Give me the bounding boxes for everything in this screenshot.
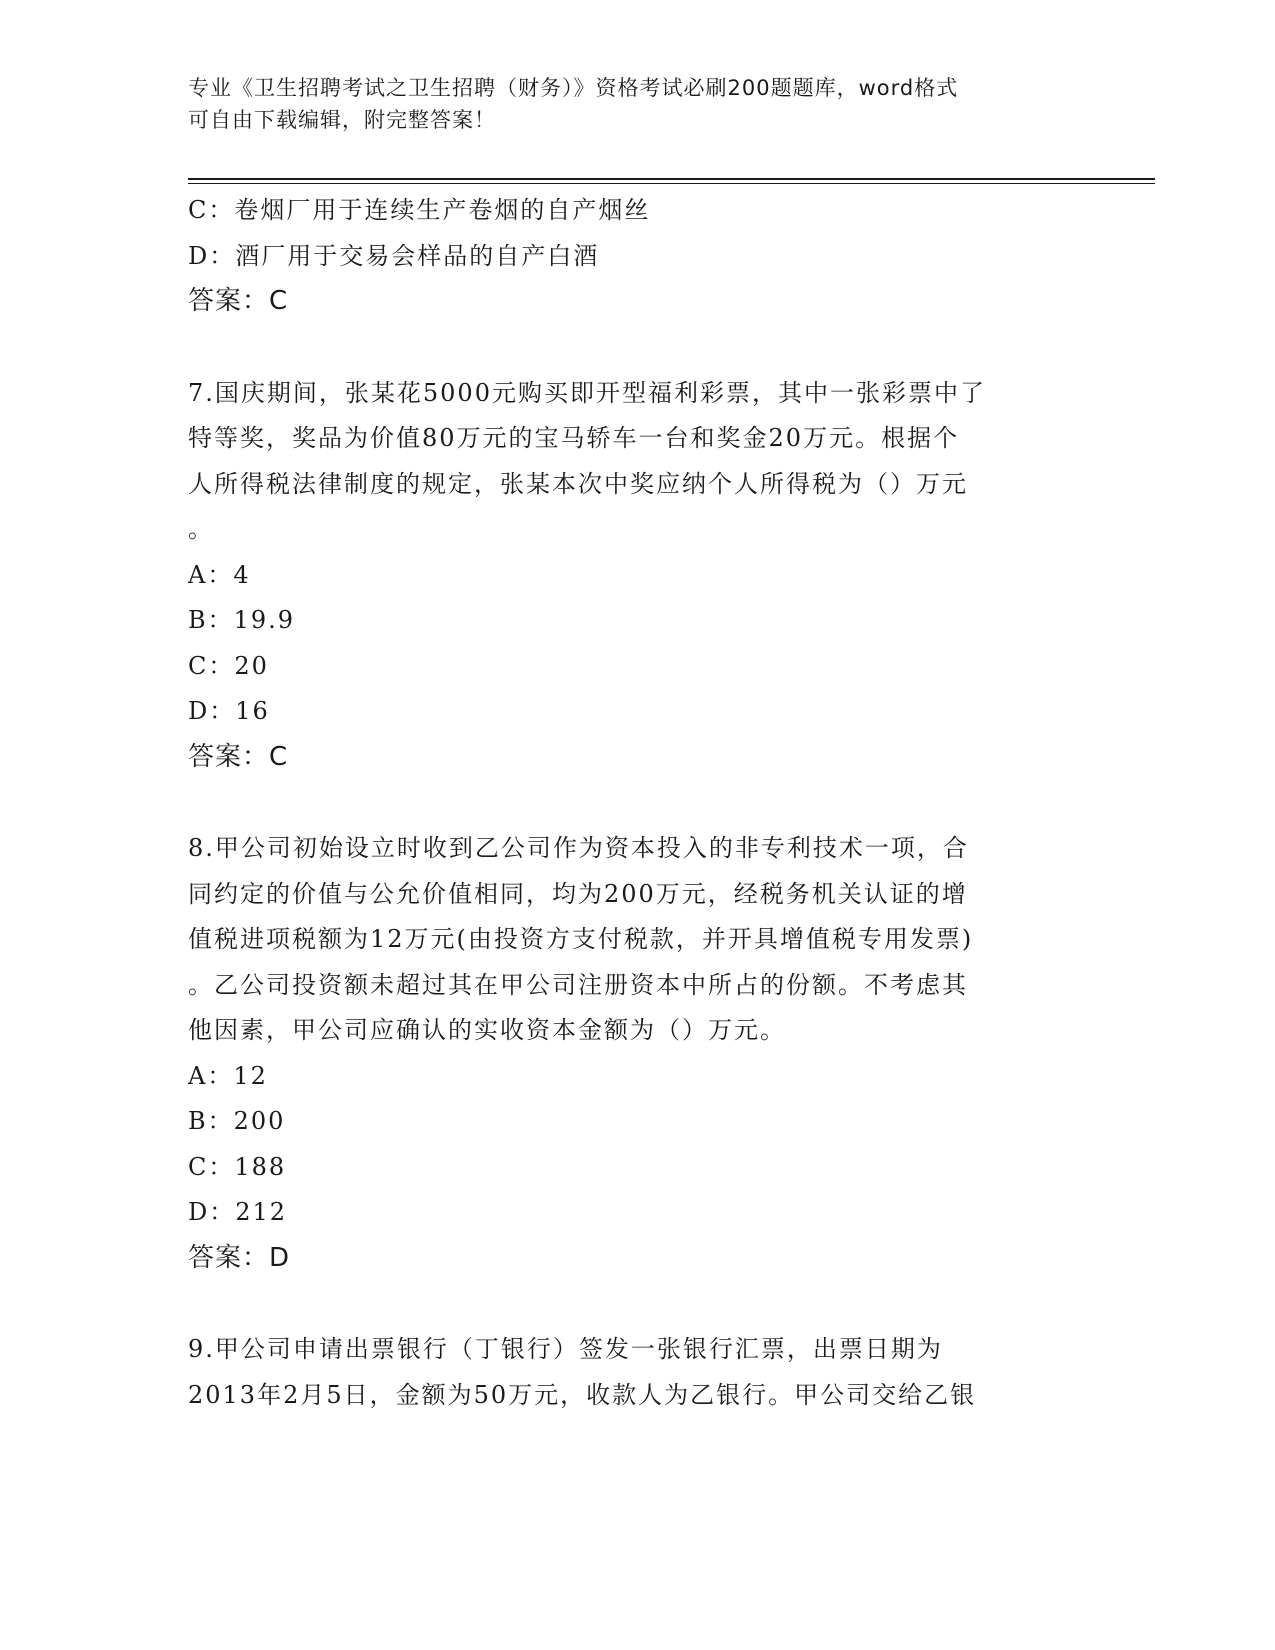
question-text-line: 9.甲公司申请出票银行（丁银行）签发一张银行汇票，出票日期为 [188,1335,943,1363]
option-b: B：19.9 [188,606,296,634]
question-text-line: 他因素，甲公司应确认的实收资本金额为（）万元。 [188,1016,786,1044]
spacer [188,325,1088,371]
option-a: A：4 [188,560,251,589]
question-text-line: 。 [188,515,214,543]
option-b: B：200 [188,1107,286,1135]
answer-line: 答案：C [188,286,289,316]
option-a: A：12 [188,1061,268,1090]
option-d: D：212 [188,1198,288,1226]
option-c: C：188 [188,1152,287,1181]
document-body [188,188,1088,1418]
question-8 [188,826,1088,1281]
page-header [188,72,1068,136]
header-title-line-1: 专业《卫生招聘考试之卫生招聘（财务）》资格考试必刷200题题库，word格式 [188,76,959,100]
question-text-line: 7.国庆期间，张某花5000元购买即开型福利彩票，其中一张彩票中了 [188,378,986,407]
question-9 [188,1327,1088,1418]
question-text-line: 8.甲公司初始设立时收到乙公司作为资本投入的非专利技术一项，合 [188,834,969,862]
option-d: D：酒厂用于交易会样品的自产白酒 [188,241,600,270]
spacer [188,1281,1088,1327]
header-divider-thin [188,183,1155,184]
option-c: C：20 [188,651,269,680]
question-text-line: 特等奖，奖品为价值80万元的宝马轿车一台和奖金20万元。根据个 [188,424,960,452]
header-divider-thick [188,178,1155,180]
question-text-line: 同约定的价值与公允价值相同，均为200万元，经税务机关认证的增 [188,879,968,908]
question-7 [188,371,1088,781]
header-title-line-2: 可自由下载编辑，附完整答案！ [188,108,496,132]
question-text-line: 2013年2月5日，金额为50万元，收款人为乙银行。甲公司交给乙银 [188,1380,977,1409]
question-text-line: 人所得税法律制度的规定，张某本次中奖应纳个人所得税为（）万元 [188,469,968,498]
question-6-continuation [188,188,1088,325]
answer-line: 答案：D [188,1242,291,1273]
question-text-line: 值税进项税额为12万元(由投资方支付税款，并开具增值税专用发票) [188,925,974,953]
option-d: D：16 [188,697,270,725]
question-text-line: 。乙公司投资额未超过其在甲公司注册资本中所占的份额。不考虑其 [188,970,968,999]
spacer [188,780,1088,826]
option-c: C：卷烟厂用于连续生产卷烟的自产烟丝 [188,196,651,224]
answer-line: 答案：C [188,741,289,772]
